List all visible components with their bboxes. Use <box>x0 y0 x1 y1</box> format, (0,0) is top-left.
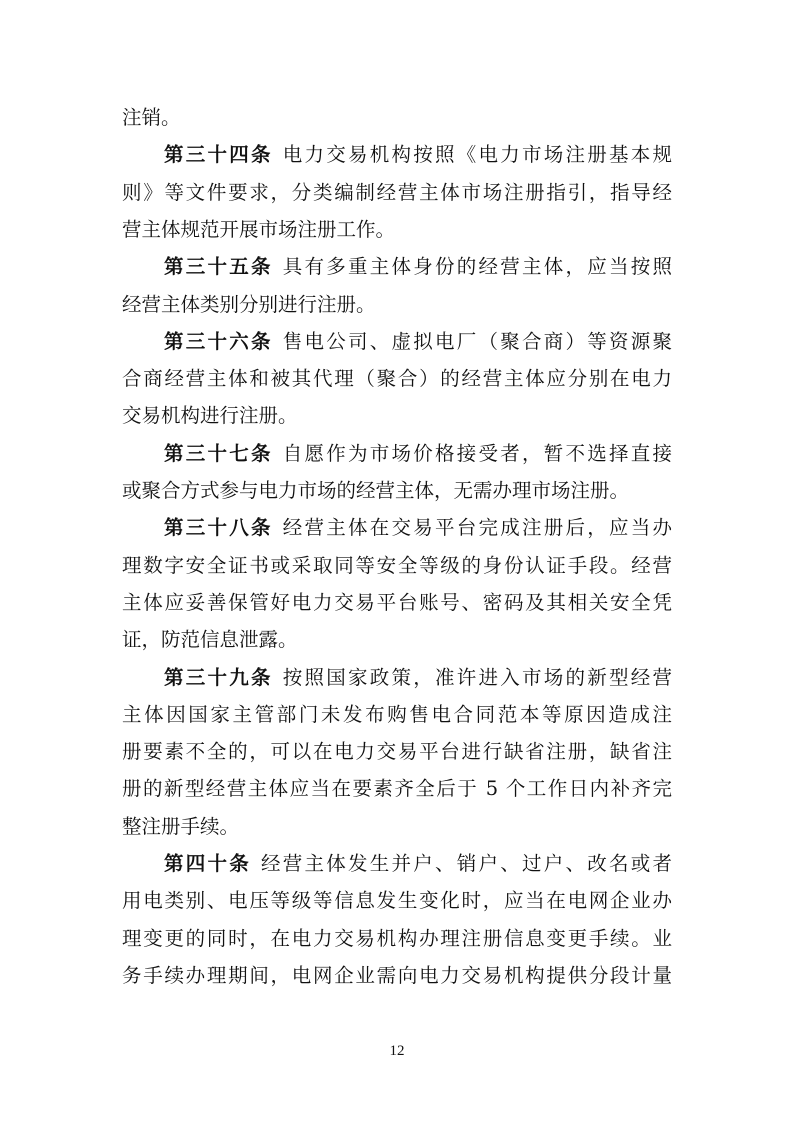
text-line <box>122 217 672 243</box>
text-line <box>122 553 672 579</box>
text-line <box>122 926 672 952</box>
line-text: 或聚合方式参与电力市场的经营主体，无需办理市场注册。 <box>122 479 630 502</box>
line-text: 经营主体类别分别进行注册。 <box>122 292 376 316</box>
article-first-line <box>164 441 672 467</box>
line-text: 交易机构进行注册。 <box>122 404 298 428</box>
article-number: 第四十条 <box>164 852 251 875</box>
line-text: 自愿作为市场价格接受者，暂不选择直接 <box>282 441 672 465</box>
line-text: 册要素不全的，可以在电力交易平台进行缺省注册，缺省注 <box>122 740 672 764</box>
article-first-line <box>164 142 672 168</box>
article-first-line <box>164 851 672 877</box>
line-text: 经营主体在交易平台完成注册后，应当办 <box>282 516 672 540</box>
article-number: 第三十八条 <box>164 516 273 540</box>
line-text: 电力交易机构按照《电力市场注册基本规 <box>282 143 672 167</box>
text-line <box>122 478 672 504</box>
line-text: 合商经营主体和被其代理（聚合）的经营主体应分别在电力 <box>122 367 672 391</box>
text-line <box>122 590 672 616</box>
line-text: 经营主体发生并户、销户、过户、改名或者 <box>261 852 672 875</box>
text-line <box>122 702 672 728</box>
article-number: 第三十四条 <box>164 143 273 167</box>
page-number: 12 <box>389 1043 405 1059</box>
text-line <box>122 403 672 429</box>
article-first-line <box>164 329 672 355</box>
line-text: 注销。 <box>122 106 181 129</box>
article-first-line <box>164 515 672 541</box>
article-number: 第三十七条 <box>164 441 273 465</box>
article-first-line <box>164 665 672 691</box>
article-number: 第三十六条 <box>164 329 273 353</box>
text-line <box>122 888 672 914</box>
article-number: 第三十五条 <box>164 255 273 279</box>
text-line <box>122 814 672 840</box>
text-line <box>122 366 672 392</box>
line-text: 营主体规范开展市场注册工作。 <box>122 217 396 241</box>
line-text: 册的新型经营主体应当在要素齐全后于 5 个工作日内补齐完 <box>122 777 672 801</box>
line-text: 理变更的同时，在电力交易机构办理注册信息变更手续。业 <box>122 926 672 950</box>
text-line <box>122 776 672 802</box>
line-text: 证，防范信息泄露。 <box>122 628 298 652</box>
text-line <box>122 180 672 206</box>
article-number: 第三十九条 <box>164 665 273 689</box>
line-text: 则》等文件要求，分类编制经营主体市场注册指引，指导经 <box>122 180 672 204</box>
line-text: 按照国家政策，准许进入市场的新型经营 <box>282 665 672 689</box>
line-text: 用电类别、电压等级等信息发生变化时，应当在电网企业办 <box>122 889 672 913</box>
text-line <box>122 292 672 318</box>
line-text: 具有多重主体身份的经营主体，应当按照 <box>282 255 672 279</box>
text-line <box>122 105 672 131</box>
line-text: 主体因国家主管部门未发布购售电合同范本等原因造成注 <box>122 702 672 726</box>
text-line <box>122 739 672 765</box>
line-text: 整注册手续。 <box>122 814 240 838</box>
text-line <box>122 963 672 989</box>
line-text: 售电公司、虚拟电厂（聚合商）等资源聚 <box>282 329 672 353</box>
line-text: 主体应妥善保管好电力交易平台账号、密码及其相关安全凭 <box>122 590 672 614</box>
line-text: 务手续办理期间，电网企业需向电力交易机构提供分段计量 <box>122 963 672 987</box>
line-text: 理数字安全证书或采取同等安全等级的身份认证手段。经营 <box>122 553 672 577</box>
text-line <box>122 627 672 653</box>
article-first-line <box>164 254 672 280</box>
